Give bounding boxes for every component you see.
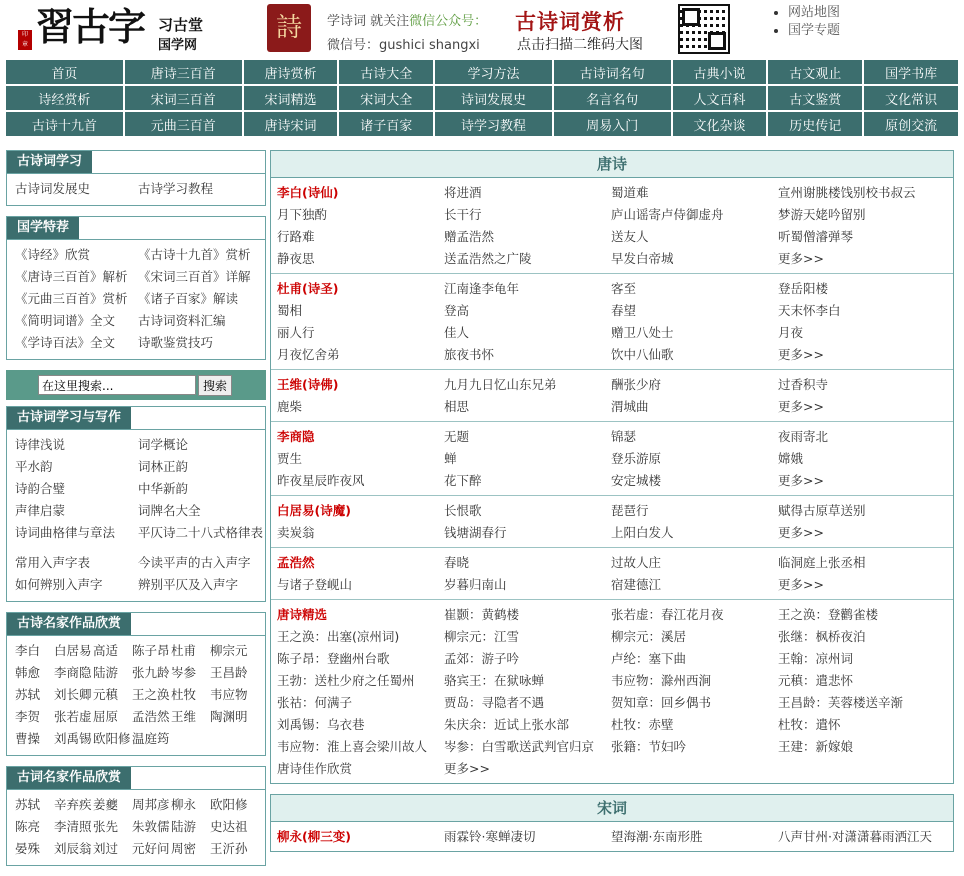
sidebar-ci-poets-box xyxy=(6,766,266,866)
poet-group xyxy=(271,178,953,274)
qr-code-icon[interactable] xyxy=(678,4,730,54)
poem-link[interactable]: 月夜忆舍弟 xyxy=(277,347,340,362)
poem-link[interactable]: 赠卫八处士 xyxy=(611,325,674,340)
poet-link[interactable]: 刘禹锡 xyxy=(54,731,92,746)
poem-link[interactable]: 嫦娥 xyxy=(778,451,804,466)
poem-link[interactable]: 琵琶行 xyxy=(611,503,649,518)
poet-link[interactable]: 史达祖 xyxy=(210,819,248,834)
nav-item[interactable] xyxy=(863,59,959,85)
poet-link[interactable]: 周密 xyxy=(171,841,197,856)
search-bar xyxy=(6,370,266,400)
poet-link[interactable]: 陶渊明 xyxy=(210,709,248,724)
poem-link[interactable]: 临洞庭上张丞相 xyxy=(778,555,866,570)
nav-item[interactable] xyxy=(434,59,553,85)
sidebar-link[interactable]: 诗词曲格律与章法 xyxy=(15,525,116,540)
poem-link[interactable]: 卢纶：塞下曲 xyxy=(611,651,687,666)
poem-book-icon: 詩 xyxy=(267,4,311,52)
banner-subtitle: 点击扫描二维码大图 xyxy=(517,37,643,53)
poem-link[interactable]: 八声甘州·对潇潇暮雨洒江天 xyxy=(778,829,932,844)
sidebar-link[interactable]: 《简明词谱》全文 xyxy=(15,313,116,328)
poem-link[interactable]: 宣州谢朓楼饯别校书叔云 xyxy=(778,185,916,200)
poet-link[interactable]: 韩愈 xyxy=(15,665,41,680)
nav-item[interactable] xyxy=(767,85,863,111)
poem-link[interactable]: 天末怀李白 xyxy=(778,303,841,318)
poem-link[interactable]: 韦应物：滁州西涧 xyxy=(611,673,712,688)
poem-link[interactable]: 昨夜星辰昨夜风 xyxy=(277,473,365,488)
poet-link[interactable]: 李贺 xyxy=(15,709,41,724)
poem-link[interactable]: 崔颢：黄鹤楼 xyxy=(444,607,520,622)
poem-link[interactable]: 听蜀僧濬弹琴 xyxy=(778,229,854,244)
poem-link[interactable]: 无题 xyxy=(444,429,470,444)
nav-item-label[interactable]: 诗词发展史 xyxy=(460,92,526,108)
poet-group xyxy=(271,822,953,851)
poem-link[interactable]: 春望 xyxy=(611,303,637,318)
poem-link[interactable]: 刘禹锡：乌衣巷 xyxy=(277,717,365,732)
poem-link[interactable]: 宿建德江 xyxy=(611,577,662,592)
poem-link[interactable]: 蜀相 xyxy=(277,303,303,318)
poet-link[interactable]: 温庭筠 xyxy=(132,731,170,746)
sidebar-study-box xyxy=(6,150,266,206)
poem-link[interactable]: 卖炭翁 xyxy=(277,525,315,540)
poet-link[interactable]: 曹操 xyxy=(15,731,41,746)
sidebar-ci-poets-title: 古词名家作品欣赏 xyxy=(7,767,131,789)
logo-title: 習古字 xyxy=(36,4,145,49)
poem-link[interactable]: 登岳阳楼 xyxy=(778,281,829,296)
more-link[interactable]: 更多>> xyxy=(778,347,824,362)
poet-link[interactable]: 王之涣 xyxy=(132,687,170,702)
poem-link[interactable]: 元稹：遣悲怀 xyxy=(778,673,854,688)
poet-link[interactable]: 张九龄 xyxy=(132,665,170,680)
poet-name-link[interactable]: 柳永(柳三变) xyxy=(277,829,351,844)
nav-item-label[interactable]: 宋词大全 xyxy=(360,92,413,108)
nav-item[interactable] xyxy=(124,59,243,85)
poet-link[interactable]: 韦应物 xyxy=(210,687,248,702)
banner-line1 xyxy=(327,10,487,29)
nav-item-label[interactable]: 古文鉴赏 xyxy=(789,92,842,108)
more-link[interactable]: 更多>> xyxy=(778,251,824,266)
poet-link[interactable]: 张若虚 xyxy=(54,709,92,724)
sidebar-link[interactable]: 词学概论 xyxy=(138,437,189,452)
sidebar-study-list xyxy=(15,178,257,200)
poem-link[interactable]: 长恨歌 xyxy=(444,503,482,518)
poem-link[interactable]: 行路难 xyxy=(277,229,315,244)
poem-link[interactable]: 张祜：何满子 xyxy=(277,695,353,710)
sidebar-link[interactable]: 辨别平仄及入声字 xyxy=(138,577,239,592)
poem-link[interactable]: 杜牧：遣怀 xyxy=(778,717,841,732)
poem-link[interactable]: 赠孟浩然 xyxy=(444,229,495,244)
nav-item-label[interactable]: 诸子百家 xyxy=(360,118,413,134)
poem-link[interactable]: 赋得古原草送别 xyxy=(778,503,866,518)
sidebar-poets-title: 古诗名家作品欣赏 xyxy=(7,613,131,635)
poet-link[interactable]: 欧阳修 xyxy=(93,731,131,746)
poet-link[interactable]: 欧阳修 xyxy=(210,797,248,812)
sidebar-link[interactable]: 《宋词三百首》详解 xyxy=(138,269,251,284)
poet-link[interactable]: 白居易 xyxy=(54,643,92,658)
poem-link[interactable]: 张继：枫桥夜泊 xyxy=(778,629,866,644)
sidebar-link[interactable]: 《唐诗三百首》解析 xyxy=(15,269,128,284)
poet-link[interactable]: 屈原 xyxy=(93,709,119,724)
tang-section-title: 唐诗 xyxy=(271,151,953,178)
sidebar-link[interactable]: 诗律浅说 xyxy=(15,437,66,452)
poem-link[interactable]: 柳宗元：溪居 xyxy=(611,629,687,644)
nav-item-label[interactable]: 诗经赏析 xyxy=(38,92,91,108)
poem-link[interactable]: 春晓 xyxy=(444,555,470,570)
top-link-sitemap[interactable] xyxy=(788,4,840,22)
poem-link[interactable]: 蜀道难 xyxy=(611,185,649,200)
poem-link[interactable]: 庐山谣寄卢侍御虚舟 xyxy=(611,207,724,222)
poet-link[interactable]: 孟浩然 xyxy=(132,709,170,724)
logo-subtitle: 习古堂 xyxy=(158,16,204,34)
nav-item[interactable] xyxy=(553,111,672,137)
sidebar-study-title: 古诗词学习 xyxy=(7,151,92,173)
poem-link[interactable]: 花下醉 xyxy=(444,473,482,488)
nav-item-label[interactable]: 首页 xyxy=(51,66,78,82)
poet-link[interactable]: 辛弃疾 xyxy=(54,797,92,812)
sidebar-poets-list xyxy=(15,640,257,750)
poem-link[interactable]: 韦应物：淮上喜会梁川故人 xyxy=(277,739,428,754)
nav-item-label[interactable]: 唐诗三百首 xyxy=(150,66,216,82)
poem-link[interactable]: 相思 xyxy=(444,399,470,414)
poem-link[interactable]: 长干行 xyxy=(444,207,482,222)
nav-item[interactable] xyxy=(243,111,339,137)
nav-item[interactable] xyxy=(863,111,959,137)
sidebar-writing-title: 古诗词学习与写作 xyxy=(7,407,131,429)
poem-link[interactable]: 骆宾王：在狱咏蝉 xyxy=(444,673,545,688)
nav-item[interactable] xyxy=(124,111,243,137)
sidebar-link[interactable]: 常用入声字表 xyxy=(15,555,91,570)
nav-item[interactable] xyxy=(672,59,768,85)
nav-item-label[interactable]: 宋词精选 xyxy=(264,92,317,108)
poet-name-link[interactable]: 白居易(诗魔) xyxy=(277,503,351,518)
sidebar-guoxue-list xyxy=(15,244,257,354)
sidebar-writing-list xyxy=(15,434,264,544)
nav-item-label[interactable]: 唐诗赏析 xyxy=(264,66,317,82)
poet-link[interactable]: 李白 xyxy=(15,643,41,658)
poet-link[interactable]: 李商隐 xyxy=(54,665,92,680)
poem-link[interactable]: 渭城曲 xyxy=(611,399,649,414)
poem-link[interactable]: 与诸子登岘山 xyxy=(277,577,353,592)
poem-link[interactable]: 送友人 xyxy=(611,229,649,244)
song-section xyxy=(270,794,954,852)
poem-link[interactable]: 柳宗元：江雪 xyxy=(444,629,520,644)
poem-link[interactable]: 锦瑟 xyxy=(611,429,637,444)
poem-link[interactable]: 王昌龄：芙蓉楼送辛渐 xyxy=(778,695,904,710)
poem-link[interactable]: 张籍：节妇吟 xyxy=(611,739,687,754)
nav-item[interactable] xyxy=(434,111,553,137)
poem-link[interactable]: 张若虚：春江花月夜 xyxy=(611,607,724,622)
nav-item[interactable] xyxy=(553,59,672,85)
nav-item[interactable] xyxy=(434,85,553,111)
poem-link[interactable]: 饮中八仙歌 xyxy=(611,347,674,362)
nav-item[interactable] xyxy=(672,111,768,137)
poet-link[interactable]: 刘辰翁 xyxy=(54,841,92,856)
poem-link[interactable]: 王建：新嫁娘 xyxy=(778,739,854,754)
sidebar-link[interactable]: 今读平声的古入声字 xyxy=(138,555,251,570)
sidebar-link[interactable]: 《元曲三百首》赏析 xyxy=(15,291,128,306)
nav-item[interactable] xyxy=(338,85,434,111)
nav-item[interactable] xyxy=(5,85,124,111)
tang-section xyxy=(270,150,954,784)
poet-link[interactable]: 王维 xyxy=(171,709,197,724)
poem-link[interactable]: 朱庆余：近试上张水部 xyxy=(444,717,570,732)
nav-item-label[interactable]: 古典小说 xyxy=(693,66,746,82)
site-header xyxy=(0,0,964,56)
poet-link[interactable]: 杜甫 xyxy=(171,643,197,658)
poet-link[interactable]: 岑参 xyxy=(171,665,197,680)
poem-link[interactable]: 夜雨寄北 xyxy=(778,429,829,444)
poet-link[interactable]: 晏殊 xyxy=(15,841,41,856)
nav-item-label[interactable]: 文化杂谈 xyxy=(693,118,746,134)
poem-link[interactable]: 客至 xyxy=(611,281,637,296)
poem-link[interactable]: 安定城楼 xyxy=(611,473,662,488)
main-content xyxy=(270,150,954,862)
poet-link[interactable]: 柳永 xyxy=(171,797,197,812)
nav-item[interactable] xyxy=(124,85,243,111)
sidebar-link[interactable]: 词林正韵 xyxy=(138,459,189,474)
poem-link[interactable]: 雨霖铃·寒蝉凄切 xyxy=(444,829,536,844)
nav-item-label[interactable]: 名言名句 xyxy=(586,92,639,108)
sidebar-link[interactable]: 古诗词发展史 xyxy=(15,181,91,196)
nav-item-label[interactable]: 古诗十九首 xyxy=(31,118,97,134)
sidebar-link[interactable]: 《学诗百法》全文 xyxy=(15,335,116,350)
poet-link[interactable]: 姜夔 xyxy=(93,797,119,812)
poem-link[interactable]: 九月九日忆山东兄弟 xyxy=(444,377,557,392)
nav-item-label[interactable]: 文化常识 xyxy=(885,92,938,108)
sidebar-guoxue-box xyxy=(6,216,266,360)
poet-name-link[interactable]: 李白(诗仙) xyxy=(277,185,339,200)
logo-seal: 印 章 xyxy=(18,30,32,50)
poem-link[interactable]: 孟郊：游子吟 xyxy=(444,651,520,666)
nav-item[interactable] xyxy=(767,111,863,137)
nav-item-label[interactable]: 古诗词名句 xyxy=(579,66,645,82)
poet-link[interactable]: 杜牧 xyxy=(171,687,197,702)
main-nav xyxy=(4,58,960,138)
poet-group xyxy=(271,422,953,496)
poem-link[interactable]: 岁暮归南山 xyxy=(444,577,507,592)
nav-item[interactable] xyxy=(672,85,768,111)
sidebar-poets-box xyxy=(6,612,266,756)
poem-link[interactable]: 钱塘湖春行 xyxy=(444,525,507,540)
sidebar-link[interactable]: 古诗词资料汇编 xyxy=(138,313,226,328)
top-link-topics-label[interactable]: 国学专题 xyxy=(788,23,841,38)
more-link[interactable]: 更多>> xyxy=(778,473,824,488)
sidebar-link[interactable]: 《诗经》欣赏 xyxy=(15,247,91,262)
nav-item-label[interactable]: 诗学习教程 xyxy=(460,118,526,134)
sidebar-writing-list-2 xyxy=(15,552,257,596)
poem-link[interactable]: 酬张少府 xyxy=(611,377,662,392)
poet-link[interactable]: 元好问 xyxy=(132,841,170,856)
wechat-banner[interactable] xyxy=(265,4,735,54)
nav-item-label[interactable]: 古诗大全 xyxy=(360,66,413,82)
banner-line1-text: 学诗词 就关注 xyxy=(327,14,410,29)
poet-group xyxy=(271,496,953,548)
sidebar-link[interactable]: 如何辨别入声字 xyxy=(15,577,103,592)
poet-link[interactable]: 朱敦儒 xyxy=(132,819,170,834)
poem-link[interactable]: 王勃：送杜少府之任蜀州 xyxy=(277,673,415,688)
poet-link[interactable]: 苏轼 xyxy=(15,797,41,812)
sidebar-link[interactable]: 词牌名大全 xyxy=(138,503,201,518)
nav-item-label[interactable]: 学习方法 xyxy=(467,66,520,82)
poem-link[interactable]: 王之涣：登鹳雀楼 xyxy=(778,607,879,622)
poet-link[interactable]: 刘长卿 xyxy=(54,687,92,702)
poet-link[interactable]: 元稹 xyxy=(93,687,119,702)
banner-highlight: 微信公众号： xyxy=(409,14,488,29)
poet-link[interactable]: 王沂孙 xyxy=(210,841,248,856)
nav-item[interactable] xyxy=(553,85,672,111)
poet-link[interactable]: 王昌龄 xyxy=(210,665,248,680)
poet-link[interactable]: 周邦彦 xyxy=(132,797,170,812)
poem-link[interactable]: 唐诗佳作欣赏 xyxy=(277,761,353,776)
poem-link[interactable]: 陈子昂：登幽州台歌 xyxy=(277,651,390,666)
poet-link[interactable]: 高适 xyxy=(93,643,119,658)
sidebar-link[interactable]: 诗歌鉴赏技巧 xyxy=(138,335,214,350)
sidebar-link[interactable]: 诗韵合璧 xyxy=(15,481,66,496)
poem-link[interactable]: 蝉 xyxy=(444,451,457,466)
sidebar-link[interactable]: 古诗学习教程 xyxy=(138,181,214,196)
logo-subtitle-2: 国学网 xyxy=(158,38,198,53)
poet-name-link[interactable]: 杜甫(诗圣) xyxy=(277,281,339,296)
banner-wechat-id: 微信号：gushici shangxi xyxy=(327,38,480,53)
poem-link[interactable]: 佳人 xyxy=(444,325,470,340)
poem-link[interactable]: 月下独酌 xyxy=(277,207,328,222)
sidebar-link[interactable]: 《古诗十九首》赏析 xyxy=(138,247,251,262)
top-links xyxy=(770,4,840,40)
sidebar-link[interactable]: 声律启蒙 xyxy=(15,503,66,518)
nav-item[interactable] xyxy=(767,59,863,85)
nav-item[interactable] xyxy=(338,111,434,137)
poem-link[interactable]: 旅夜书怀 xyxy=(444,347,495,362)
poet-group xyxy=(271,548,953,600)
poem-link[interactable]: 登高 xyxy=(444,303,470,318)
sidebar-guoxue-title: 国学特荐 xyxy=(7,217,79,239)
poem-link[interactable]: 望海潮·东南形胜 xyxy=(611,829,703,844)
nav-item[interactable] xyxy=(338,59,434,85)
sidebar-link[interactable]: 平水韵 xyxy=(15,459,53,474)
poet-group xyxy=(271,274,953,370)
nav-item-label[interactable]: 元曲三百首 xyxy=(150,118,216,134)
banner-title: 古诗词赏析 xyxy=(515,9,625,34)
poem-link[interactable]: 贾生 xyxy=(277,451,303,466)
song-section-title: 宋词 xyxy=(271,795,953,822)
poem-link[interactable]: 梦游天姥吟留别 xyxy=(778,207,866,222)
poem-link[interactable]: 过故人庄 xyxy=(611,555,662,570)
poet-link[interactable]: 苏轼 xyxy=(15,687,41,702)
poet-link[interactable]: 张先 xyxy=(93,819,119,834)
nav-item-label[interactable]: 周易入门 xyxy=(586,118,639,134)
nav-item-label[interactable]: 古文观止 xyxy=(789,66,842,82)
poet-name-link[interactable]: 王维(诗佛) xyxy=(277,377,339,392)
poem-link[interactable]: 将进酒 xyxy=(444,185,482,200)
more-link[interactable]: 更多>> xyxy=(444,761,490,776)
sidebar xyxy=(6,150,266,876)
top-link-sitemap-label[interactable]: 网站地图 xyxy=(788,5,841,20)
nav-item[interactable] xyxy=(863,85,959,111)
poem-link[interactable]: 上阳白发人 xyxy=(611,525,674,540)
poet-link[interactable]: 刘过 xyxy=(93,841,119,856)
poet-link[interactable]: 陆游 xyxy=(93,665,119,680)
poet-link[interactable]: 陈亮 xyxy=(15,819,41,834)
nav-item-label[interactable]: 历史传记 xyxy=(789,118,842,134)
nav-item[interactable] xyxy=(5,111,124,137)
site-logo[interactable] xyxy=(18,4,218,54)
nav-item[interactable] xyxy=(243,85,339,111)
poet-link[interactable]: 柳宗元 xyxy=(210,643,248,658)
poem-link[interactable]: 过香积寺 xyxy=(778,377,829,392)
more-link[interactable]: 更多>> xyxy=(778,577,824,592)
poem-link[interactable]: 贺知章：回乡偶书 xyxy=(611,695,712,710)
poem-link[interactable]: 王之涣：出塞(凉州词) xyxy=(277,629,400,644)
poet-group xyxy=(271,370,953,422)
poet-name-link[interactable]: 孟浩然 xyxy=(277,555,315,570)
poem-link[interactable]: 月夜 xyxy=(778,325,804,340)
nav-item-label[interactable]: 国学书库 xyxy=(885,66,938,82)
poem-link[interactable]: 鹿柴 xyxy=(277,399,303,414)
sidebar-link[interactable]: 中华新韵 xyxy=(138,481,189,496)
poet-group xyxy=(271,600,953,783)
poem-link[interactable]: 王翰：凉州词 xyxy=(778,651,854,666)
nav-item-label[interactable]: 唐诗宋词 xyxy=(264,118,317,134)
nav-item-label[interactable]: 原创交流 xyxy=(885,118,938,134)
poem-link[interactable]: 岑参：白雪歌送武判官归京 xyxy=(444,739,595,754)
search-input[interactable] xyxy=(38,375,196,395)
poem-link[interactable]: 早发白帝城 xyxy=(611,251,674,266)
poem-link[interactable]: 丽人行 xyxy=(277,325,315,340)
poet-name-link[interactable]: 李商隐 xyxy=(277,429,315,444)
search-button[interactable]: 搜索 xyxy=(198,375,232,396)
more-link[interactable]: 更多>> xyxy=(778,399,824,414)
poem-link[interactable]: 静夜思 xyxy=(277,251,315,266)
poet-link[interactable]: 陈子昂 xyxy=(132,643,170,658)
nav-item[interactable] xyxy=(243,59,339,85)
sidebar-writing-box xyxy=(6,406,266,602)
nav-item-label[interactable]: 人文百科 xyxy=(693,92,746,108)
more-link[interactable]: 更多>> xyxy=(778,525,824,540)
nav-item[interactable] xyxy=(5,59,124,85)
sidebar-link[interactable]: 平仄诗二十八式格律表 xyxy=(138,525,264,540)
poem-link[interactable]: 送孟浩然之广陵 xyxy=(444,251,532,266)
nav-item-label[interactable]: 宋词三百首 xyxy=(150,92,216,108)
top-link-topics[interactable] xyxy=(788,22,840,40)
poem-link[interactable]: 江南逢李龟年 xyxy=(444,281,520,296)
poem-link[interactable]: 杜牧：赤壁 xyxy=(611,717,674,732)
poet-name-link[interactable]: 唐诗精选 xyxy=(277,607,328,622)
poet-link[interactable]: 李清照 xyxy=(54,819,92,834)
sidebar-ci-poets-list xyxy=(15,794,257,860)
poet-link[interactable]: 陆游 xyxy=(171,819,197,834)
poem-link[interactable]: 贾岛：寻隐者不遇 xyxy=(444,695,545,710)
poem-link[interactable]: 登乐游原 xyxy=(611,451,662,466)
sidebar-link[interactable]: 《诸子百家》解读 xyxy=(138,291,239,306)
